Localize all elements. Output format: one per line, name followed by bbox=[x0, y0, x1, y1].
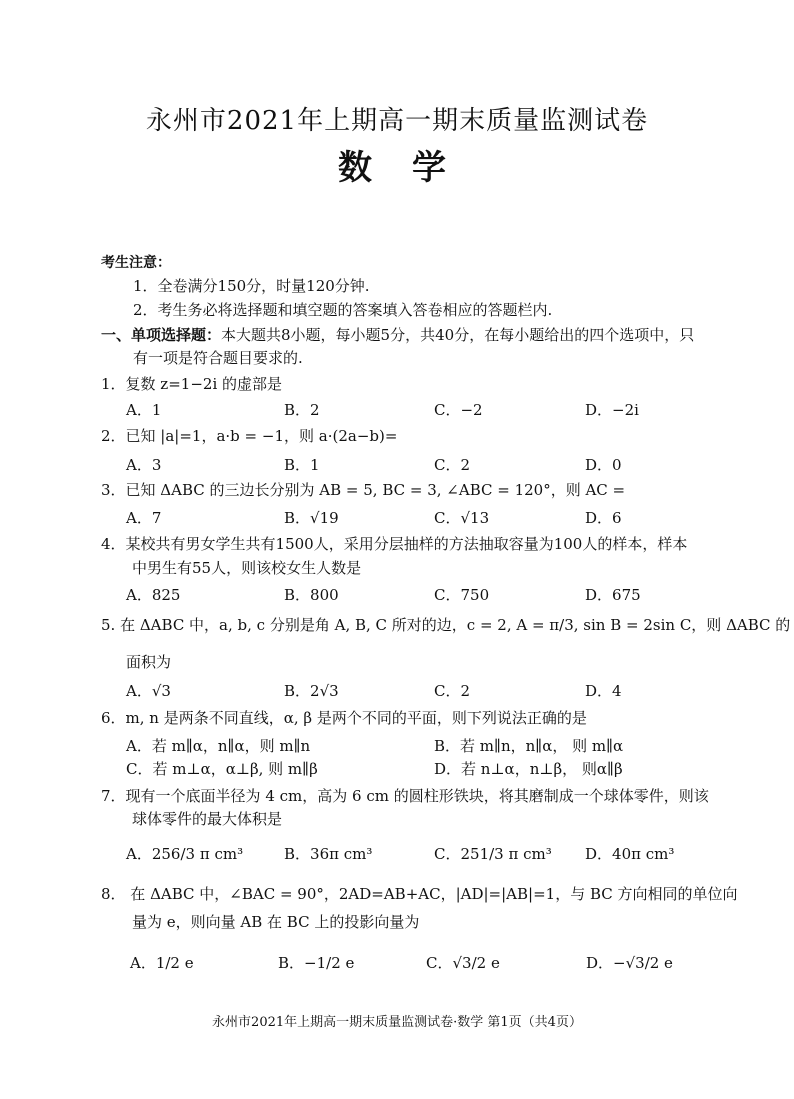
question-2-option-d: D．0 bbox=[585, 456, 622, 474]
section-desc: 本大题共8小题，每小题5分，共40分，在每小题给出的四个选项中，只 bbox=[221, 326, 695, 344]
section-heading bbox=[101, 324, 694, 345]
question-5-stem-cont: 面积为 bbox=[126, 653, 172, 671]
question-7-option-b: B．36π cm³ bbox=[284, 845, 373, 863]
page-footer: 永州市2021年上期高一期末质量监测试卷·数学 第1页（共4页） bbox=[212, 1015, 582, 1030]
question-6-option-d: D．若 n⊥α，n⊥β， 则α∥β bbox=[434, 760, 623, 778]
question-2-option-a: A．3 bbox=[126, 456, 162, 474]
notice-heading: 考生注意： bbox=[101, 255, 171, 271]
section-desc-cont: 有一项是符合题目要求的. bbox=[133, 349, 303, 367]
question-4-option-d: D．675 bbox=[585, 586, 641, 604]
exam-title: 永州市2021年上期高一期末质量监测试卷 bbox=[145, 106, 649, 136]
question-7-stem-cont: 球体零件的最大体积是 bbox=[132, 810, 283, 828]
question-5-option-b: B．2√3 bbox=[284, 682, 339, 700]
question-6-option-c: C．若 m⊥α，α⊥β, 则 m∥β bbox=[126, 760, 318, 778]
question-2-option-c: C．2 bbox=[434, 456, 471, 474]
question-6-option-b: B．若 m∥n，n∥α， 则 m∥α bbox=[434, 737, 624, 755]
question-1-option-b: B．2 bbox=[284, 401, 320, 419]
notice-item-2: 2．考生务必将选择题和填空题的答案填入答卷相应的答题栏内. bbox=[133, 301, 553, 319]
question-5-option-d: D．4 bbox=[585, 682, 622, 700]
question-4-stem: 4．某校共有男女学生共有1500人，采用分层抽样的方法抽取容量为100人的样本，样本 bbox=[101, 535, 688, 553]
question-5-option-a: A．√3 bbox=[126, 682, 171, 700]
notice-item-1: 1．全卷满分150分，时量120分钟. bbox=[133, 277, 370, 295]
question-1-option-a: A．1 bbox=[126, 401, 162, 419]
question-8-option-b: B．−1/2 e bbox=[278, 954, 355, 972]
question-8-stem-cont: 量为 e，则向量 AB 在 BC 上的投影向量为 bbox=[132, 913, 420, 931]
question-8-option-d: D．−√3/2 e bbox=[586, 954, 673, 972]
exam-subject: 数学 bbox=[338, 148, 486, 188]
question-7-option-c: C．251/3 π cm³ bbox=[434, 845, 552, 863]
question-1-option-d: D．−2i bbox=[585, 401, 639, 419]
question-4-option-a: A．825 bbox=[126, 586, 181, 604]
question-6-stem: 6．m, n 是两条不同直线，α, β 是两个不同的平面，则下列说法正确的是 bbox=[101, 709, 587, 727]
question-4-stem-cont: 中男生有55人，则该校女生人数是 bbox=[132, 559, 362, 577]
question-5-stem: 5. 在 ΔABC 中，a, b, c 分别是角 A, B, C 所对的边，c = 2, A = π/3, sin B = 2sin C，则 ΔABC 的 bbox=[101, 616, 791, 634]
question-1-option-c: C．−2 bbox=[434, 401, 483, 419]
question-3-option-d: D．6 bbox=[585, 509, 622, 527]
question-7-option-a: A．256/3 π cm³ bbox=[126, 845, 244, 863]
question-5-option-c: C．2 bbox=[434, 682, 471, 700]
question-8-stem: 8． 在 ΔABC 中，∠BAC = 90°，2AD=AB+AC，|AD|=|AB|=1，与 BC 方向相同的单位向 bbox=[101, 885, 738, 903]
question-8-option-c: C．√3/2 e bbox=[426, 954, 500, 972]
question-8-option-a: A．1/2 e bbox=[130, 954, 194, 972]
question-7-stem: 7．现有一个底面半径为 4 cm，高为 6 cm 的圆柱形铁块，将其磨制成一个球体零件，则该 bbox=[101, 787, 709, 805]
question-3-option-a: A．7 bbox=[126, 509, 162, 527]
question-2-option-b: B．1 bbox=[284, 456, 320, 474]
question-7-option-d: D．40π cm³ bbox=[585, 845, 675, 863]
question-6-option-a: A．若 m∥α，n∥α，则 m∥n bbox=[126, 737, 311, 755]
question-1-stem: 1．复数 z=1−2i 的虚部是 bbox=[101, 375, 283, 393]
question-4-option-b: B．800 bbox=[284, 586, 339, 604]
section-title: 一、单项选择题： bbox=[101, 326, 222, 344]
question-3-stem: 3．已知 ΔABC 的三边长分别为 AB = 5, BC = 3, ∠ABC = 120°，则 AC = bbox=[101, 481, 626, 499]
question-2-stem: 2．已知 |a|=1，a·b = −1，则 a·(2a−b)= bbox=[101, 427, 398, 445]
question-4-option-c: C．750 bbox=[434, 586, 490, 604]
question-3-option-b: B．√19 bbox=[284, 509, 339, 527]
question-3-option-c: C．√13 bbox=[434, 509, 490, 527]
